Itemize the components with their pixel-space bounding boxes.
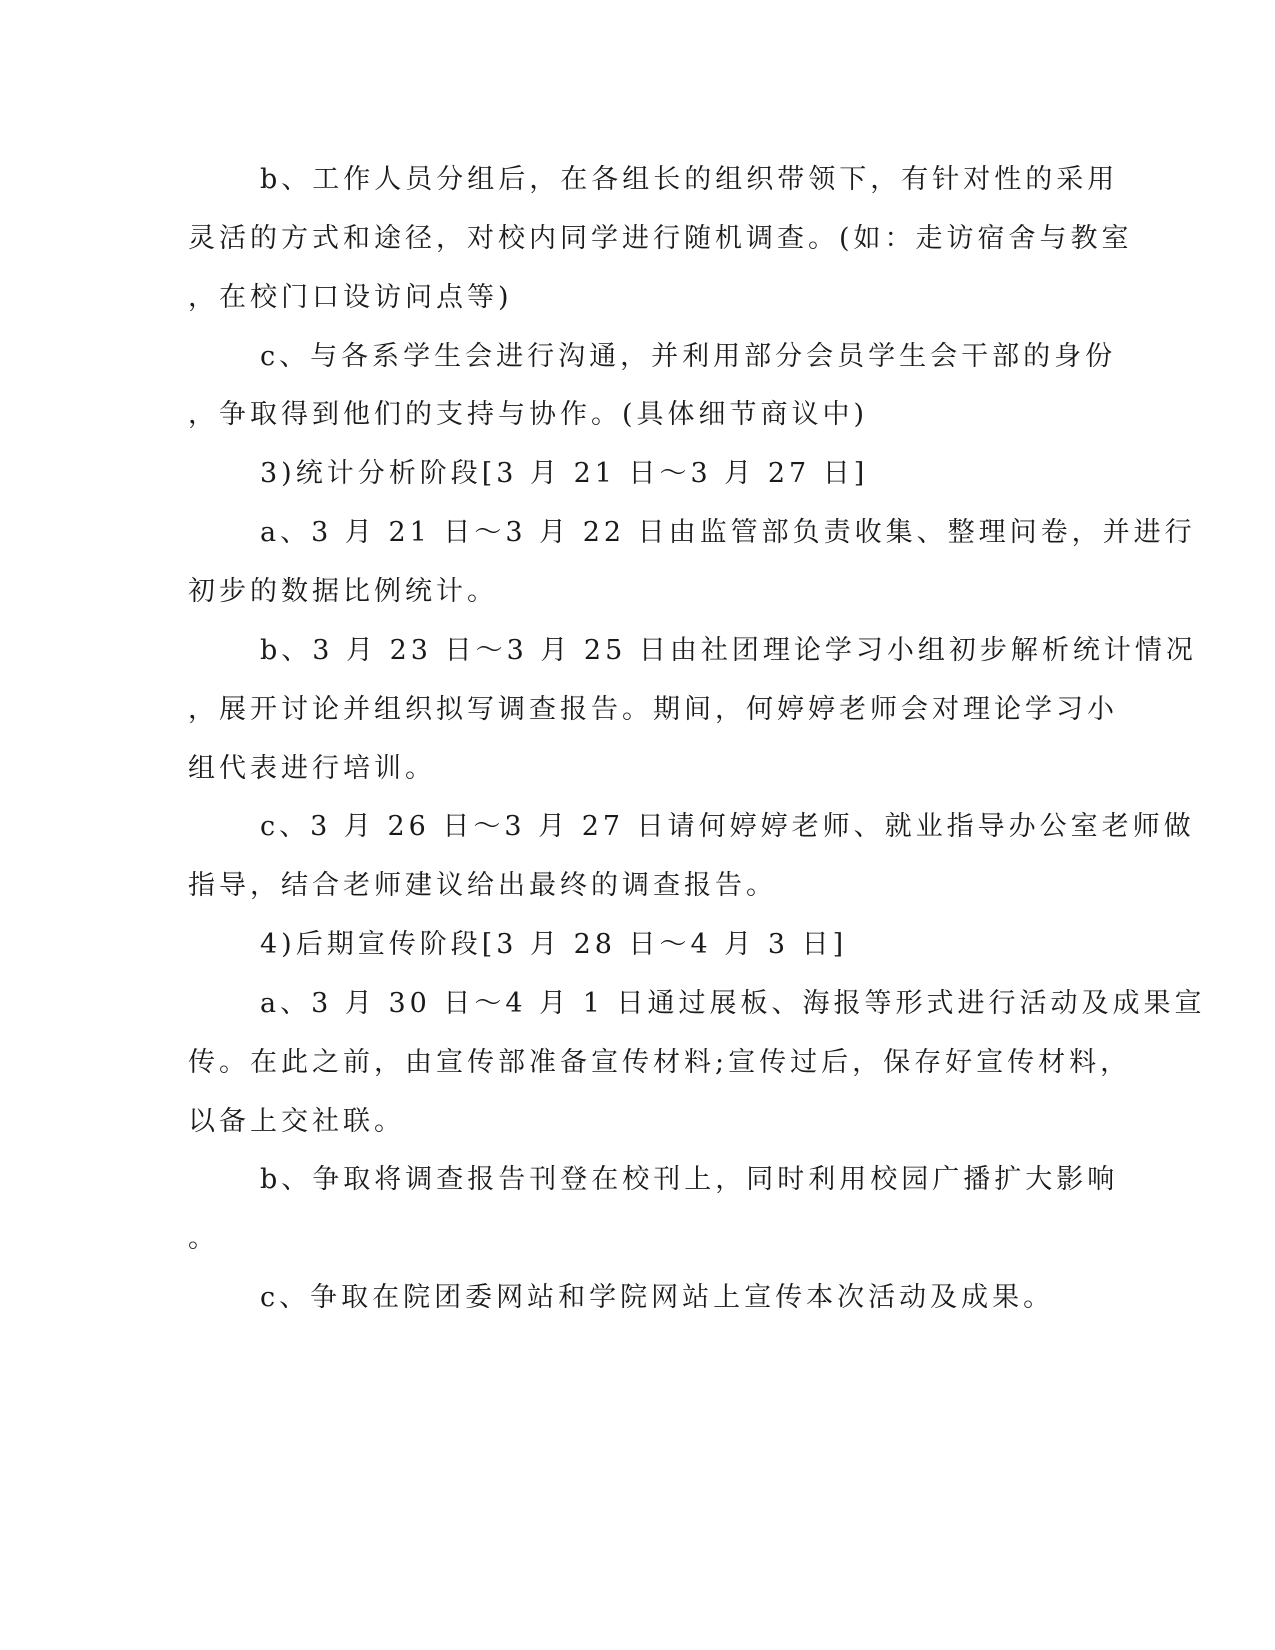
text-line: 指导，结合老师建议给出最终的调查报告。: [188, 870, 777, 901]
text-line: c、与各系学生会进行沟通，并利用部分会员学生会干部的身份: [260, 341, 1117, 372]
text-line: ，在校门口设访问点等): [188, 282, 513, 313]
text-line: 灵活的方式和途径，对校内同学进行随机调查。(如：走访宿舍与教室: [188, 223, 1133, 254]
text-line: 传。在此之前，由宣传部准备宣传材料;宣传过后，保存好宣传材料，: [188, 1047, 1132, 1078]
section-heading: 3)统计分析阶段[3 月 21 日～3 月 27 日]: [260, 458, 869, 489]
section-heading: 4)后期宣传阶段[3 月 28 日～4 月 3 日]: [260, 929, 848, 960]
text-line: a、3 月 21 日～3 月 22 日由监管部负责收集、整理问卷，并进行: [260, 517, 1196, 548]
text-line: 初步的数据比例统计。: [188, 576, 498, 607]
text-line: 组代表进行培训。: [188, 753, 436, 784]
text-line: a、3 月 30 日～4 月 1 日通过展板、海报等形式进行活动及成果宣: [260, 988, 1206, 1019]
text-line: b、争取将调查报告刊登在校刊上，同时利用校园广播扩大影响: [260, 1164, 1119, 1195]
text-line: b、3 月 23 日～3 月 25 日由社团理论学习小组初步解析统计情况: [260, 635, 1197, 666]
text-line: c、争取在院团委网站和学院网站上宣传本次活动及成果。: [260, 1282, 1055, 1313]
text-line: b、工作人员分组后，在各组长的组织带领下，有针对性的采用: [260, 164, 1119, 195]
text-line: ，展开讨论并组织拟写调查报告。期间，何婷婷老师会对理论学习小: [188, 694, 1118, 725]
text-line: ，争取得到他们的支持与协作。(具体细节商议中): [188, 399, 869, 430]
text-line: c、3 月 26 日～3 月 27 日请何婷婷老师、就业指导办公室老师做: [260, 811, 1195, 842]
text-line: 以备上交社联。: [188, 1106, 405, 1137]
text-line: 。: [188, 1223, 219, 1254]
